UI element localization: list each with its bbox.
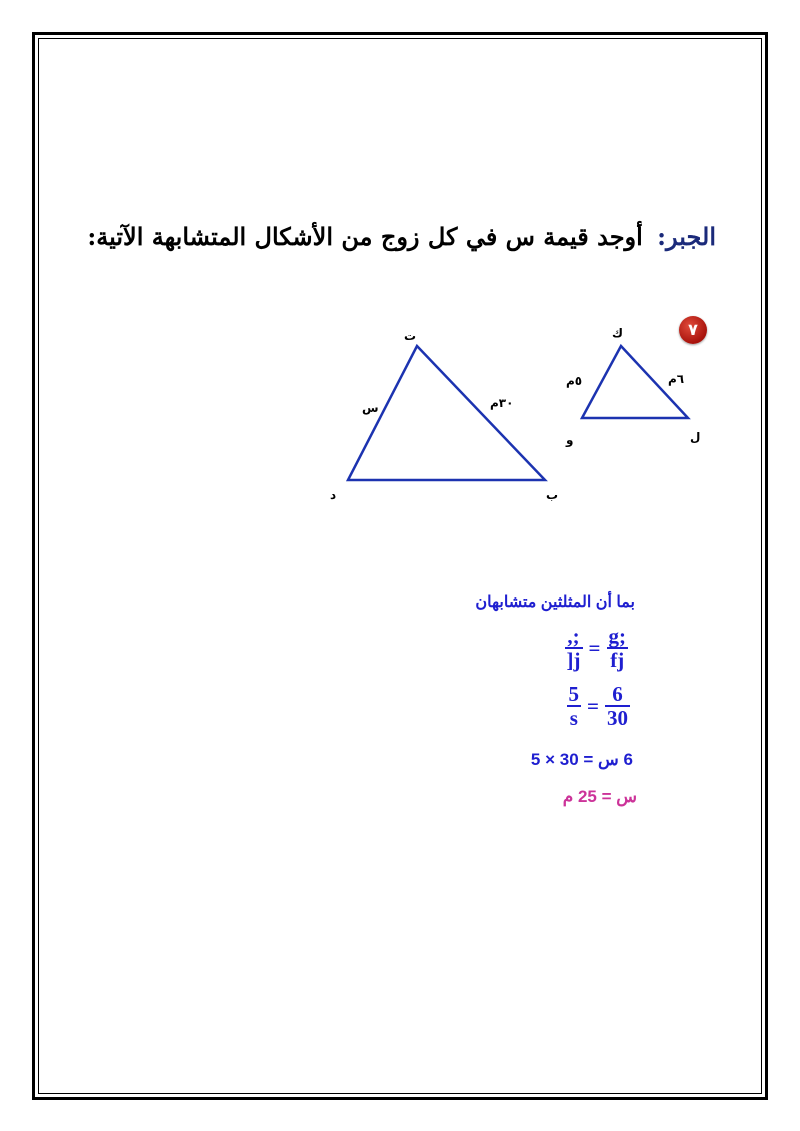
small-side-left-label: ٥م	[566, 374, 583, 388]
small-vertex-top-label: ك	[612, 326, 623, 340]
ratio1-left-numerator: ,;	[565, 626, 583, 649]
small-side-right-label: ٦م	[668, 372, 685, 386]
ratio2-equals: =	[587, 694, 599, 719]
ratio-line-1	[565, 626, 628, 671]
large-vertex-top-label: ت	[404, 329, 417, 343]
ratio1-equals: =	[588, 636, 601, 661]
small-vertex-right-label: ل	[690, 430, 701, 444]
cross-multiply-step: 6 س = 30 × 5	[530, 750, 633, 769]
ratio2-right-fraction	[605, 684, 630, 729]
heading-topic: الجبر:	[657, 222, 716, 251]
final-answer: س = 25 م	[562, 787, 637, 806]
ratio1-left-fraction	[565, 626, 583, 671]
ratio-line-2	[567, 684, 630, 729]
large-side-left-label: س	[362, 401, 379, 415]
ratio2-right-numerator: 6	[605, 684, 630, 707]
similar-triangles-figure	[0, 0, 800, 560]
large-vertex-right-label: ب	[546, 488, 559, 502]
ratio1-left-denominator: ]j	[566, 648, 581, 672]
large-vertex-left-label: د	[330, 488, 337, 502]
ratio1-right-denominator: fj	[610, 648, 625, 672]
ratio1-right-numerator: g;	[608, 624, 626, 648]
heading-instruction: أوجد قيمة س في كل زوج من الأشكال المتشابهة الآتية:	[87, 222, 643, 251]
solution-intro: بما أن المثلثين متشابهان	[475, 594, 635, 611]
ratio2-left-numerator: 5	[568, 682, 580, 706]
exercise-number-badge: ٧	[679, 316, 707, 344]
large-side-right-label: ٣٠م	[490, 396, 514, 410]
small-vertex-left-label: و	[566, 433, 574, 447]
ratio2-left-fraction	[567, 684, 582, 729]
ratio2-left-denominator: s	[569, 706, 578, 730]
ratio2-right-denominator: 30	[607, 706, 628, 730]
ratio1-right-fraction	[607, 626, 629, 671]
